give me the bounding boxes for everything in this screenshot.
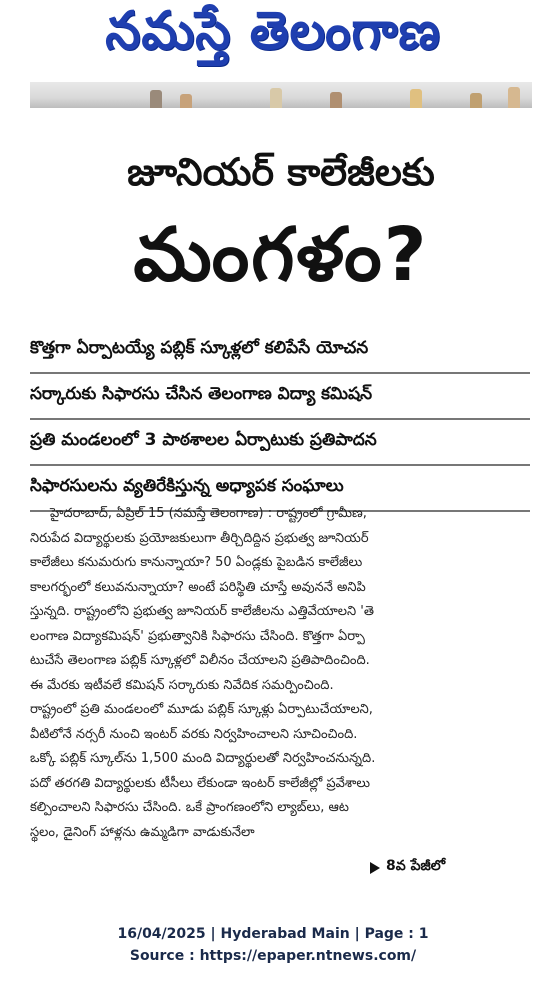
continued-label: 8వ పేజీలో xyxy=(386,858,446,874)
photo-strip xyxy=(30,82,532,108)
photo-figure xyxy=(150,90,162,108)
photo-figure xyxy=(410,89,422,108)
headline-line-2: మంగళం? xyxy=(133,212,429,298)
subheading: ప్రతి మండలంలో 3 పాఠశాలల ఏర్పాటుకు ప్రతిపాదన xyxy=(30,420,530,466)
footer-source-link[interactable]: Source : https://epaper.ntnews.com/ xyxy=(129,948,417,964)
article-line: రాష్ట్రంలో ప్రతి మండలంలో మూడు పబ్లిక్ స్కూళ్లు ఏర్పాటుచేయాలని, xyxy=(30,702,373,717)
continued-on-page-link[interactable] xyxy=(370,858,445,877)
article-line: స్థలం, డైనింగ్ హాళ్లను ఉమ్మడిగా వాడుకునేలా xyxy=(30,824,255,840)
article-line: స్తున్నది. రాష్ట్రంలోని ప్రభుత్వ జూనియర్ కాలేజీలను ఎత్తివేయాలని 'తె xyxy=(30,604,374,619)
photo-figure xyxy=(508,87,520,108)
photo-figure xyxy=(180,94,192,108)
headline-line-1: జూనియర్ కాలేజీలకు xyxy=(127,150,435,194)
article-line: కాలగర్భంలో కలువనున్నాయా? అంటే పరిస్థితి చూస్తే అవుననే అనిపి xyxy=(30,579,366,595)
article-line: హైదరాబాద్, ఏప్రిల్ 15 (నమస్తే తెలంగాణ) : రాష్ట్రంలో గ్రామీణ, xyxy=(50,506,367,521)
article-line: లంగాణ విద్యాకమిషన్' ప్రభుత్వానికి సిఫారసు చేసింది. కొత్తగా ఏర్పా xyxy=(30,628,365,644)
subheading: సర్కారుకు సిఫారసు చేసిన తెలంగాణ విద్యా కమిషన్ xyxy=(30,374,530,420)
article-line: వీటిలోనే నర్సరీ నుంచి ఇంటర్ వరకు నిర్వహించాలని సూచించింది. xyxy=(30,726,358,742)
photo-figure xyxy=(270,88,282,108)
article-line: కల్పించాలని సిఫారసు చేసింది. ఒకే ప్రాంగణంలోని ల్యాబ్‌లు, ఆట xyxy=(30,800,349,815)
newspaper-masthead xyxy=(0,0,546,74)
masthead-logo-text: నమస్తే తెలంగాణ xyxy=(105,0,441,61)
footer-edition-info: 16/04/2025 | Hyderabad Main | Page : 1 xyxy=(117,926,429,942)
subheading: కొత్తగా ఏర్పాటయ్యే పబ్లిక్ స్కూళ్లలో కలిపేసే యోచన xyxy=(30,328,530,374)
article-line: ఒక్కో పబ్లిక్ స్కూల్‌ను 1,500 మంది విద్యార్థులతో నిర్వహించనున్నది. xyxy=(30,751,376,766)
article-body xyxy=(30,502,528,845)
article-line: కాలేజీలు కనుమరుగు కానున్నాయా? 50 ఏండ్లకు పైబడిన కాలేజీలు xyxy=(30,555,363,570)
article-line: ఈ మేరకు ఇటీవలే కమిషన్ సర్కారుకు నివేదిక సమర్పించింది. xyxy=(30,677,334,693)
subheading-list xyxy=(30,328,530,512)
photo-figure xyxy=(330,92,342,108)
article-line: పదో తరగతి విద్యార్థులకు టీసీలు లేకుండా ఇంటర్ కాలేజీల్లో ప్రవేశాలు xyxy=(30,775,371,791)
article-line: నిరుపేద విద్యార్థులకు ప్రయోజకులుగా తీర్చిదిద్దిన ప్రభుత్వ జూనియర్ xyxy=(30,530,369,546)
article-line: టుచేసే తెలంగాణ పబ్లిక్ స్కూళ్లలో విలీనం చేయాలని ప్రతిపాదించింది. xyxy=(30,653,370,668)
subheading: సిఫారసులను వ్యతిరేకిస్తున్న అధ్యాపక సంఘాలు xyxy=(30,466,530,512)
photo-figure xyxy=(470,93,482,108)
arrow-right-icon xyxy=(370,862,380,874)
